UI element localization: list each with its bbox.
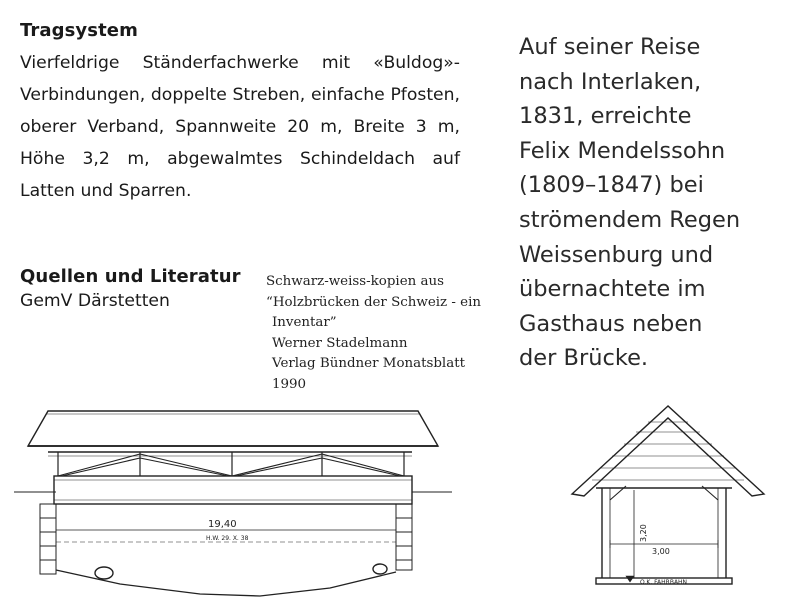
span-dimension-label: 19,40	[208, 519, 237, 530]
quellen-section	[20, 266, 280, 313]
bridge-drawing	[0, 396, 800, 600]
bridge-roof	[28, 411, 438, 446]
height-dimension-label: 3,20	[639, 524, 648, 542]
deck-level-label: O.K. FAHRBAHN	[640, 579, 688, 586]
quellen-heading: Quellen und Literatur	[20, 266, 241, 287]
sidebar-text: Auf seiner Reise nach Interlaken, 1831, erreichte Felix Mendelssohn (1809–1847) bei strömendem Regen Weissenburg und übernachtete im Gasthaus neben der Brücke.	[519, 34, 741, 372]
bridge-abutment-right	[396, 504, 412, 570]
tragsystem-section	[20, 20, 460, 207]
boulder	[373, 564, 387, 574]
quellen-source: GemV Därstetten	[20, 291, 170, 311]
caption-line: Schwarz-weiss-kopien aus	[266, 274, 444, 289]
river-bed	[56, 570, 396, 596]
boulder	[95, 567, 113, 579]
caption-line: Werner Stadelmann	[272, 335, 408, 351]
caption-line: Verlag Bündner Monatsblatt	[272, 356, 465, 371]
cross-section-roof	[572, 406, 764, 496]
bridge-elevation	[14, 411, 452, 596]
caption-line: 1990	[272, 376, 307, 392]
bridge-posts	[58, 452, 404, 476]
bridge-cross-section	[572, 406, 764, 584]
bridge-struts	[58, 454, 404, 476]
caption-line: “Holzbrücken der Schweiz - ein	[266, 294, 481, 310]
image-caption	[266, 272, 516, 395]
bridge-abutment-left	[40, 504, 56, 574]
tragsystem-body: Vierfeldrige Ständerfachwerke mit «Buldog»-Verbindungen, doppelte Streben, einfache Pfosten, oberer Verband, Spannweite 20 m, Breite 3 m, Höhe 3,2 m, abgewalmtes Schindeldach auf Latten und Sparren.	[20, 53, 460, 201]
caption-line: Inventar”	[272, 315, 337, 330]
high-water-label: H.W. 29. X. 38	[206, 535, 249, 542]
tragsystem-heading: Tragsystem	[20, 20, 138, 41]
width-dimension-label: 3,00	[652, 547, 670, 556]
